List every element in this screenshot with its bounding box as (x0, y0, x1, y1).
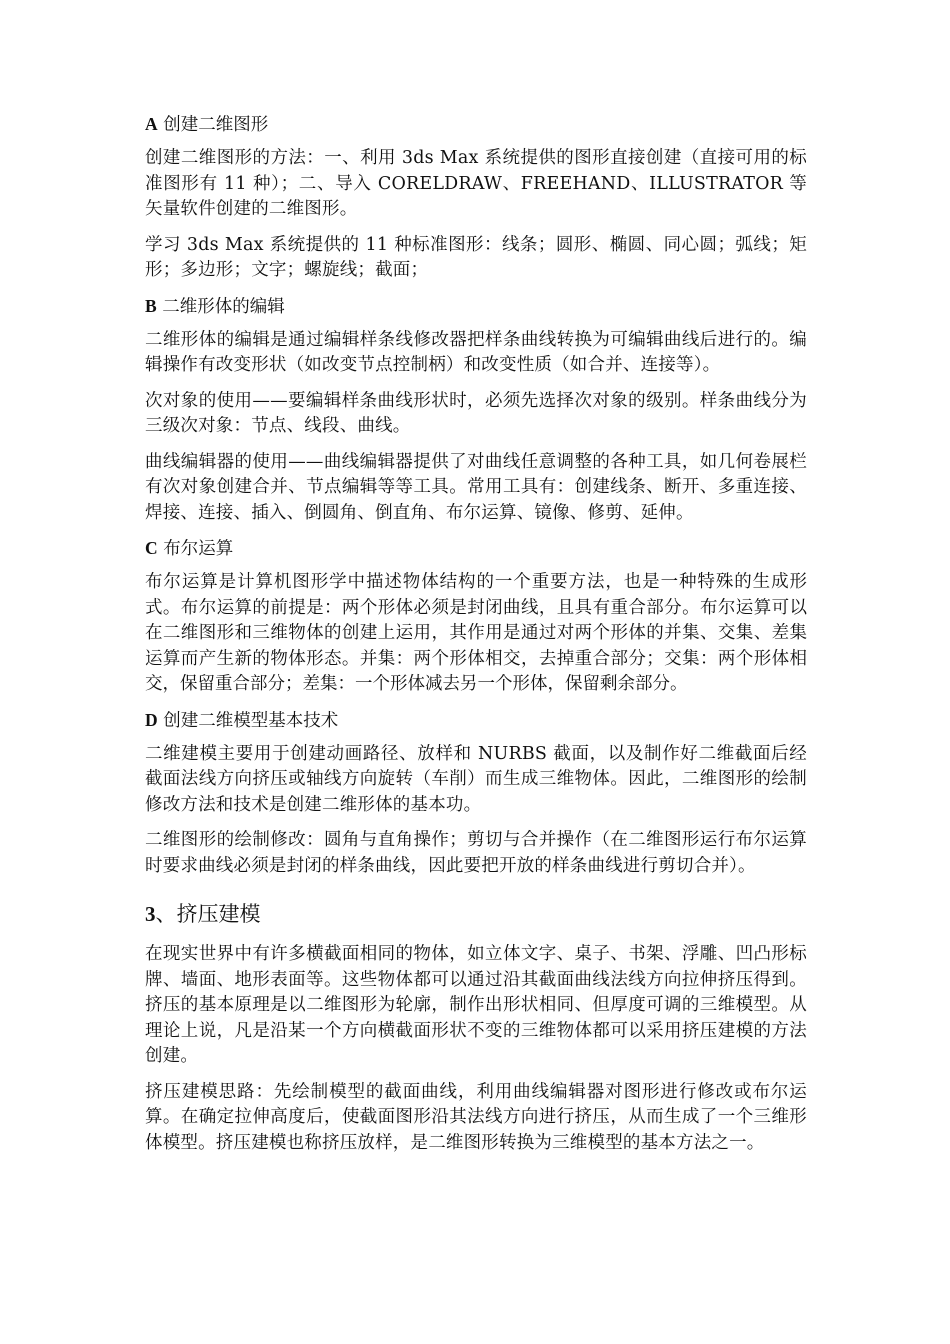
section-b-heading (145, 294, 807, 319)
section-3-key: 3 (145, 902, 156, 926)
section-d-title: 创建二维模型基本技术 (157, 710, 339, 731)
section-a-key: A (145, 114, 158, 134)
section-b-title: 二维形体的编辑 (156, 296, 285, 317)
section-3-paragraph-1: 在现实世界中有许多横截面相同的物体，如立体文字、桌子、书架、浮雕、凹凸形标牌、墙面、地形表面等。这些物体都可以通过沿其截面曲线法线方向拉伸挤压得到。挤压的基本原理是以二维图形为轮廓，制作出形状相同、但厚度可调的三维模型。从理论上说，凡是沿某一个方向横截面形状不变的三维物体都可以采用挤压建模的方法创建。 (145, 944, 807, 1066)
section-c-title: 布尔运算 (157, 539, 234, 559)
section-a-paragraph-1: 创建二维图形的方法：一、利用 3ds Max 系统提供的图形直接创建（直接可用的标准图形有 11 种）；二、导入 CORELDRAW、FREEHAND、ILLUSTRATOR 等矢量软件创建的二维图形。 (145, 148, 807, 219)
section-b-paragraph-1: 二维形体的编辑是通过编辑样条线修改器把样条曲线转换为可编辑曲线后进行的。编辑操作有改变形状（如改变节点控制柄）和改变性质（如合并、连接等）。 (145, 329, 807, 375)
section-c-key: C (145, 538, 158, 558)
section-b-key: B (145, 295, 157, 316)
section-c-heading (145, 536, 807, 561)
section-d-key: D (145, 709, 158, 730)
section-d-paragraph-1: 二维建模主要用于创建动画路径、放样和 NURBS 截面，以及制作好二维截面后经截面法线方向挤压或轴线方向旋转（车削）而生成三维物体。因此，二维图形的绘制修改方法和技术是创建二维形体的基本功。 (145, 743, 807, 815)
section-b-paragraph-2: 次对象的使用——要编辑样条曲线形状时，必须先选择次对象的级别。样条曲线分为三级次对象：节点、线段、曲线。 (145, 390, 807, 436)
section-3-paragraph-2: 挤压建模思路：先绘制模型的截面曲线，利用曲线编辑器对图形进行修改或布尔运算。在确定拉伸高度后，使截面图形沿其法线方向进行挤压，从而生成了一个三维形体模型。挤压建模也称挤压放样，是二维图形转换为三维模型的基本方法之一。 (145, 1081, 807, 1153)
section-a-paragraph-2: 学习 3ds Max 系统提供的 11 种标准图形：线条；圆形、椭圆、同心圆；弧线；矩形；多边形；文字；螺旋线；截面； (145, 234, 807, 280)
section-d-paragraph-2: 二维图形的绘制修改：圆角与直角操作；剪切与合并操作（在二维图形运行布尔运算时要求曲线必须是封闭的样条曲线，因此要把开放的样条曲线进行剪切合并）。 (145, 830, 807, 876)
section-3-title: 、挤压建模 (155, 902, 261, 926)
section-a-heading (145, 112, 807, 137)
section-b-paragraph-3: 曲线编辑器的使用——曲线编辑器提供了对曲线任意调整的各种工具，如几何卷展栏有次对象创建合并、节点编辑等等工具。常用工具有：创建线条、断开、多重连接、焊接、连接、插入、倒圆角、倒直角、布尔运算、镜像、修剪、延伸。 (145, 451, 807, 523)
section-a-title: 创建二维图形 (157, 115, 269, 135)
section-d-heading (145, 708, 807, 733)
section-3-heading (145, 899, 807, 929)
section-c-paragraph-1: 布尔运算是计算机图形学中描述物体结构的一个重要方法，也是一种特殊的生成形式。布尔运算的前提是：两个形体必须是封闭曲线，且具有重合部分。布尔运算可以在二维图形和三维物体的创建上运用，其作用是通过对两个形体的并集、交集、差集运算而产生新的物体形态。并集：两个形体相交，去掉重合部分；交集：两个形体相交，保留重合部分；差集：一个形体减去另一个形体，保留剩余部分。 (145, 572, 807, 694)
